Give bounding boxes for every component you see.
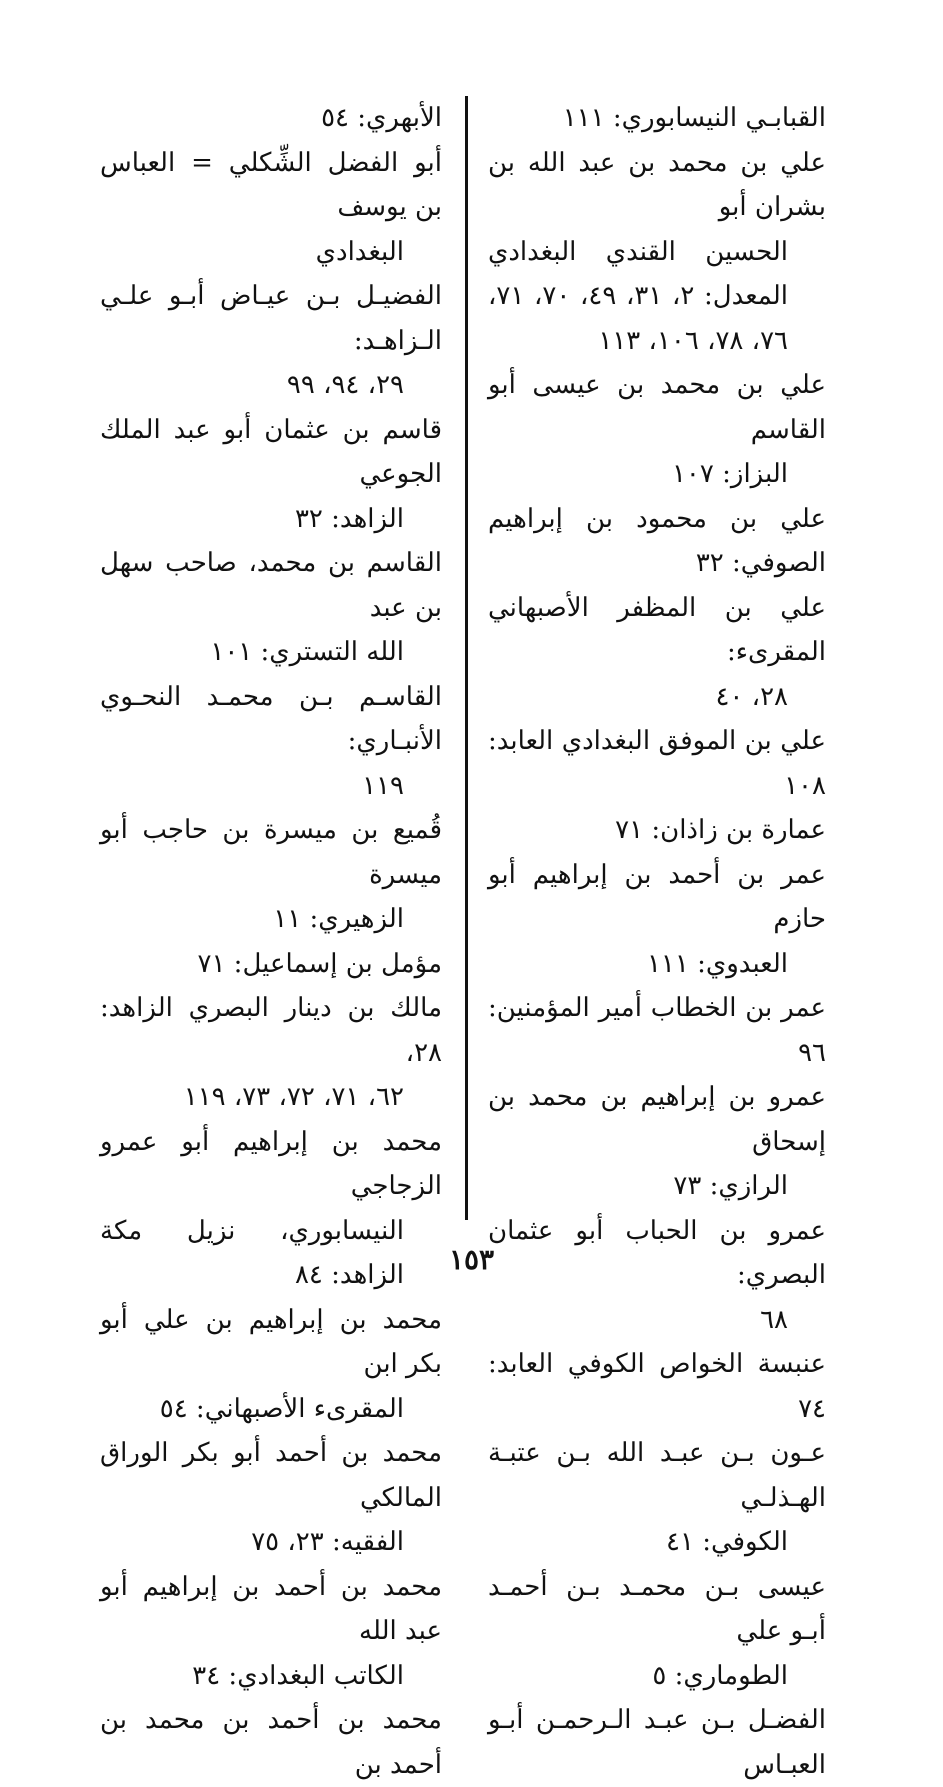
- index-entry-head: محمد بن أحمد بن إبراهيم أبو عبد الله: [100, 1571, 442, 1646]
- index-entry-head: مالك بن دينار البصري الزاهد: ٢٨،: [100, 993, 442, 1068]
- index-entry-continuation: العبدوي: ١١١: [646, 948, 788, 979]
- index-entry-head: القبابـي النيسابوري: ١١١: [562, 103, 826, 133]
- index-entry: [100, 808, 442, 942]
- index-entry: [488, 363, 826, 497]
- index-entry-head: قاسم بن عثمان أبو عبد الملك الجوعي: [100, 414, 442, 489]
- index-entry-head: قُميع بن ميسرة بن حاجب أبو ميسرة: [100, 815, 442, 890]
- index-entry-continuation: الحسين القندي البغدادي المعدل: ٢، ٣١، ٤٩، ٧٠، ٧١، ٧٦، ٧٨، ١٠٦، ١١٣: [488, 236, 788, 356]
- index-entry-head: محمد بن إبراهيم أبو عمرو الزجاجي: [100, 1126, 442, 1201]
- index-entry-continuation: الزهيري: ١١: [273, 904, 404, 934]
- index-entry: [100, 1298, 442, 1432]
- index-entry: [100, 408, 442, 542]
- column-divider: [465, 96, 468, 1220]
- index-entry-continuation: الرازي: ٧٣: [673, 1171, 788, 1201]
- index-entry: [488, 1698, 826, 1787]
- index-entry: [488, 586, 826, 720]
- index-entry-head: القاسـم بـن محمـد النحـوي الأنبـاري:: [100, 681, 442, 756]
- index-entry-head: عمرو بن الحباب أبو عثمان البصري:: [488, 1215, 826, 1290]
- index-entry: [488, 1342, 826, 1431]
- index-entry-head: عـون بـن عبـد الله بـن عتبـة الهـذلـي: [488, 1438, 826, 1513]
- index-entry: [100, 1431, 442, 1565]
- index-entry-continuation: النيسابوري، نزيل مكة الزاهد: ٨٤: [100, 1215, 404, 1290]
- index-entry-head: محمد بن أحمد بن محمد بن أحمد بن: [100, 1705, 442, 1780]
- index-entry: [488, 719, 826, 808]
- index-entry-head: عمر بن أحمد بن إبراهيم أبو حازم: [488, 859, 826, 934]
- index-entry: [488, 96, 826, 141]
- index-entry-continuation: ٢٨، ٤٠: [715, 681, 788, 712]
- index-entry-continuation: البغدادي: [315, 236, 404, 267]
- index-entry-continuation: ٦٨: [760, 1304, 788, 1335]
- index-entry: [100, 274, 442, 408]
- index-entry-head: مؤمل بن إسماعيل: ٧١: [197, 948, 442, 979]
- index-entry: [100, 541, 442, 675]
- index-entry-head: محمد بن أحمد أبو بكر الوراق المالكي: [100, 1438, 442, 1513]
- index-entry: [488, 1075, 826, 1209]
- index-entry-head: القاسم بن محمد، صاحب سهل بن عبد: [100, 548, 442, 623]
- index-entry-head: أبو الفضل الشِّكلي = العباس بن يوسف: [100, 147, 442, 222]
- index-entry: [488, 853, 826, 987]
- index-entry: [100, 1565, 442, 1699]
- index-entry: [100, 1698, 442, 1787]
- index-entry-head: عمرو بن إبراهيم بن محمد بن إسحاق: [488, 1082, 826, 1157]
- index-entry: [100, 675, 442, 809]
- index-entry: [488, 986, 826, 1075]
- index-entry: [100, 96, 442, 141]
- index-column-left: [100, 96, 442, 1787]
- index-entry-head: عنبسة الخواص الكوفي العابد: ٧٤: [488, 1349, 826, 1424]
- index-entry: [488, 1431, 826, 1565]
- index-entry: [488, 141, 826, 364]
- index-entry: [488, 497, 826, 586]
- index-entry: [488, 808, 826, 853]
- index-entry-continuation: المقرىء الأصبهاني: ٥٤: [159, 1393, 404, 1424]
- index-entry-head: محمد بن إبراهيم بن علي أبو بكر ابن: [100, 1304, 442, 1379]
- index-entry-continuation: ١١٩: [362, 770, 404, 801]
- index-entry-continuation: ٦٢، ٧١، ٧٢، ٧٣، ١١٩: [183, 1082, 404, 1112]
- index-entry-head: عمر بن الخطاب أمير المؤمنين: ٩٦: [488, 993, 826, 1068]
- index-entry-head: علي بن المظفر الأصبهاني المقرىء:: [488, 592, 826, 667]
- index-entry-head: علي بن محمود بن إبراهيم الصوفي: ٣٢: [488, 503, 826, 578]
- index-entry-continuation: الطوماري: ٥: [652, 1660, 788, 1691]
- index-entry: [488, 1565, 826, 1699]
- index-entry-continuation: الكوفي: ٤١: [666, 1527, 788, 1557]
- index-column-right: [488, 96, 826, 1787]
- index-entry-head: علي بن محمد بن عيسى أبو القاسم: [488, 370, 826, 445]
- index-entry: [100, 986, 442, 1120]
- index-entry-head: علي بن الموفق البغدادي العابد: ١٠٨: [488, 726, 826, 801]
- index-entry-continuation: الفقيه: ٢٣، ٧٥: [251, 1527, 404, 1557]
- index-entry-head: عمارة بن زاذان: ٧١: [615, 815, 826, 845]
- index-entry-continuation: البزاز: ١٠٧: [671, 459, 788, 489]
- index-entry-head: الأبهري: ٥٤: [321, 103, 442, 133]
- index-entry-head: الفضيـل بـن عيـاض أبـو علـي الـزاهـد:: [100, 281, 442, 356]
- index-entry-continuation: الكاتب البغدادي: ٣٤: [192, 1660, 404, 1691]
- index-entry-head: علي بن محمد بن عبد الله بن بشران أبو: [488, 147, 826, 222]
- index-entry-continuation: الله التستري: ١٠١: [210, 637, 404, 667]
- index-entry-head: الفضـل بـن عبـد الـرحمـن أبـو العبـاس: [488, 1705, 826, 1780]
- index-entry-continuation: ٢٩، ٩٤، ٩٩: [286, 370, 404, 400]
- page-number: ١٥٣: [448, 1243, 495, 1276]
- index-entry: [100, 942, 442, 987]
- index-entry: [100, 141, 442, 275]
- index-entry-head: عيسى بـن محمـد بـن أحمـد أبـو علي: [488, 1571, 826, 1646]
- index-entry-continuation: الزاهد: ٣٢: [294, 503, 404, 534]
